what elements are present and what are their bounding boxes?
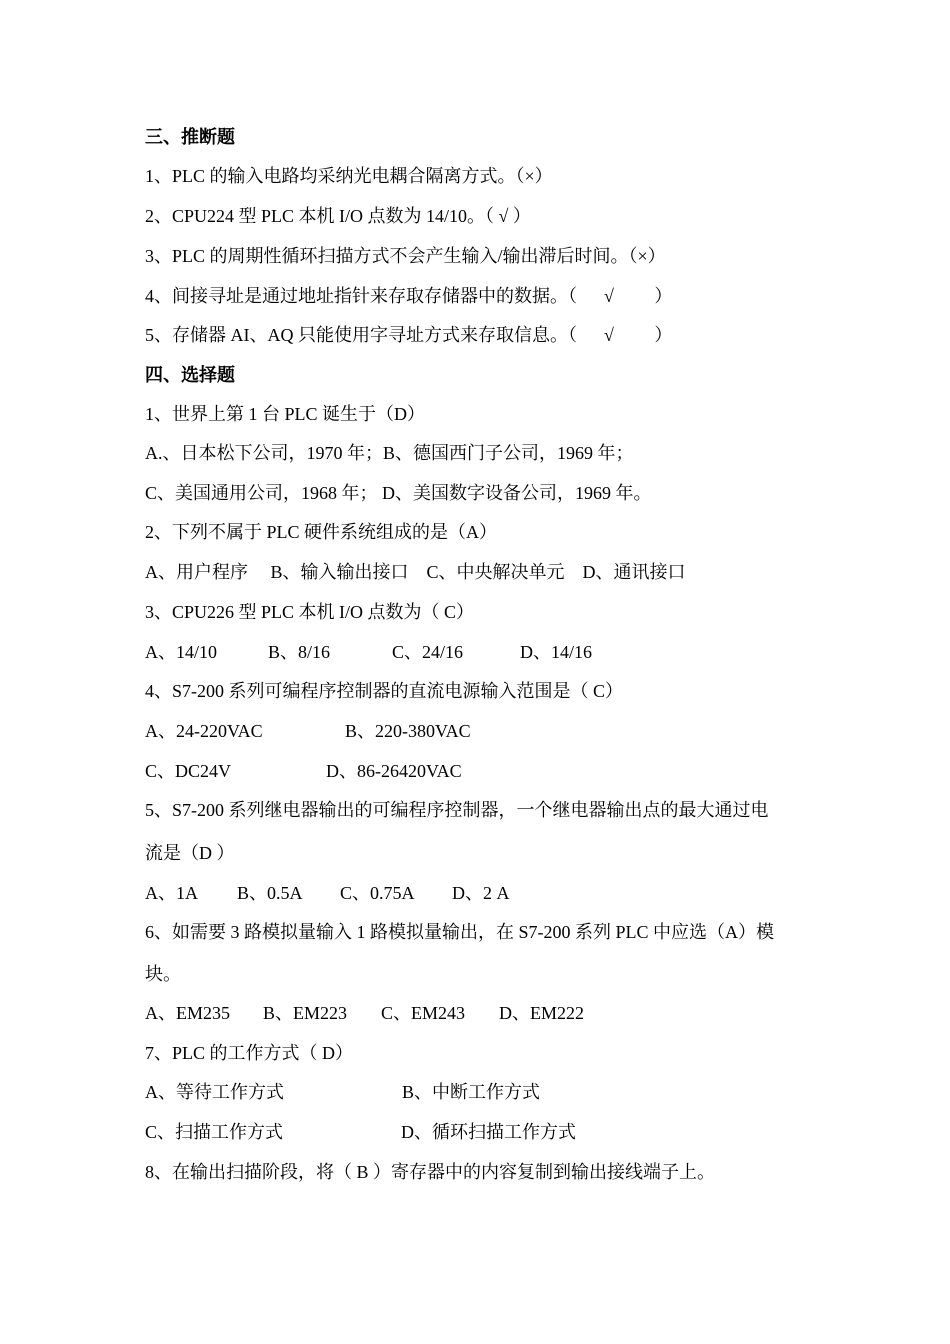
option-b: B、8/16 bbox=[268, 642, 331, 662]
judge-item-1: 1、PLC 的输入电路均采纳光电耦合隔离方式。（×） bbox=[145, 166, 553, 186]
section-title-choice: 四、选择题 bbox=[145, 365, 235, 385]
option-d: D、86-26420VAC bbox=[326, 761, 462, 781]
option-b: B、中断工作方式 bbox=[402, 1082, 541, 1102]
question-1-options-cd: C、美国通用公司，1968 年； D、美国数字设备公司，1969 年。 bbox=[145, 483, 652, 503]
question-5-stem-line-1: 5、S7-200 系列继电器输出的可编程序控制器，一个继电器输出点的最大通过电 bbox=[145, 800, 769, 820]
question-8-stem: 8、在输出扫描阶段，将（ B ）寄存器中的内容复制到输出接线端子上。 bbox=[145, 1162, 716, 1182]
judge-item-3: 3、PLC 的周期性循环扫描方式不会产生输入/输出滞后时间。（×） bbox=[145, 246, 666, 266]
option-a: A、14/10 bbox=[145, 642, 217, 662]
question-2-stem: 2、下列不属于 PLC 硬件系统组成的是（A） bbox=[145, 522, 498, 542]
option-a: A、1A bbox=[145, 883, 198, 903]
option-c: C、DC24V bbox=[145, 761, 232, 781]
question-5-options bbox=[145, 881, 510, 905]
option-b: B、220-380VAC bbox=[345, 721, 471, 741]
judge-item-5: 5、存储器 AI、AQ 只能使用字寻址方式来存取信息。（ √ ） bbox=[145, 325, 673, 345]
option-d: D、14/16 bbox=[520, 642, 592, 662]
question-1-options-ab: A.、日本松下公司，1970 年；B、德国西门子公司，1969 年； bbox=[145, 443, 634, 463]
question-6-stem-line-1: 6、如需要 3 路模拟量输入 1 路模拟量输出，在 S7-200 系列 PLC 中应选（A）模 bbox=[145, 922, 775, 942]
judge-item-2: 2、CPU224 型 PLC 本机 I/O 点数为 14/10。（ √ ） bbox=[145, 206, 531, 226]
option-b: B、EM223 bbox=[263, 1003, 348, 1023]
question-6-stem-line-2: 块。 bbox=[145, 964, 181, 984]
question-4-options-cd bbox=[145, 759, 462, 783]
question-1-stem: 1、世界上第 1 台 PLC 诞生于（D） bbox=[145, 404, 426, 424]
option-d: D、2 A bbox=[452, 883, 510, 903]
section-title-judgement: 三、推断题 bbox=[145, 127, 235, 147]
question-5-stem-line-2: 流是（D ） bbox=[145, 843, 235, 863]
option-b: B、0.5A bbox=[237, 883, 303, 903]
option-d: D、循环扫描工作方式 bbox=[401, 1122, 576, 1142]
question-6-options bbox=[145, 1001, 584, 1025]
question-4-options-ab bbox=[145, 719, 471, 743]
question-7-stem: 7、PLC 的工作方式（ D） bbox=[145, 1043, 354, 1063]
question-2-options: A、用户程序 B、输入输出接口 C、中央解决单元 D、通讯接口 bbox=[145, 562, 686, 582]
option-a: A、24-220VAC bbox=[145, 721, 263, 741]
question-7-options-cd bbox=[145, 1120, 576, 1144]
option-c: C、0.75A bbox=[340, 883, 415, 903]
question-3-stem: 3、CPU226 型 PLC 本机 I/O 点数为（ C） bbox=[145, 602, 475, 622]
option-a: A、EM235 bbox=[145, 1003, 230, 1023]
option-a: A、等待工作方式 bbox=[145, 1082, 284, 1102]
judge-item-4: 4、间接寻址是通过地址指针来存取存储器中的数据。（ √ ） bbox=[145, 286, 673, 306]
option-c: C、EM243 bbox=[381, 1003, 466, 1023]
option-c: C、24/16 bbox=[392, 642, 464, 662]
question-7-options-ab bbox=[145, 1080, 541, 1104]
option-c: C、扫描工作方式 bbox=[145, 1122, 284, 1142]
option-d: D、EM222 bbox=[499, 1003, 584, 1023]
question-4-stem: 4、S7-200 系列可编程序控制器的直流电源输入范围是（ C） bbox=[145, 681, 624, 701]
question-3-options bbox=[145, 640, 592, 664]
